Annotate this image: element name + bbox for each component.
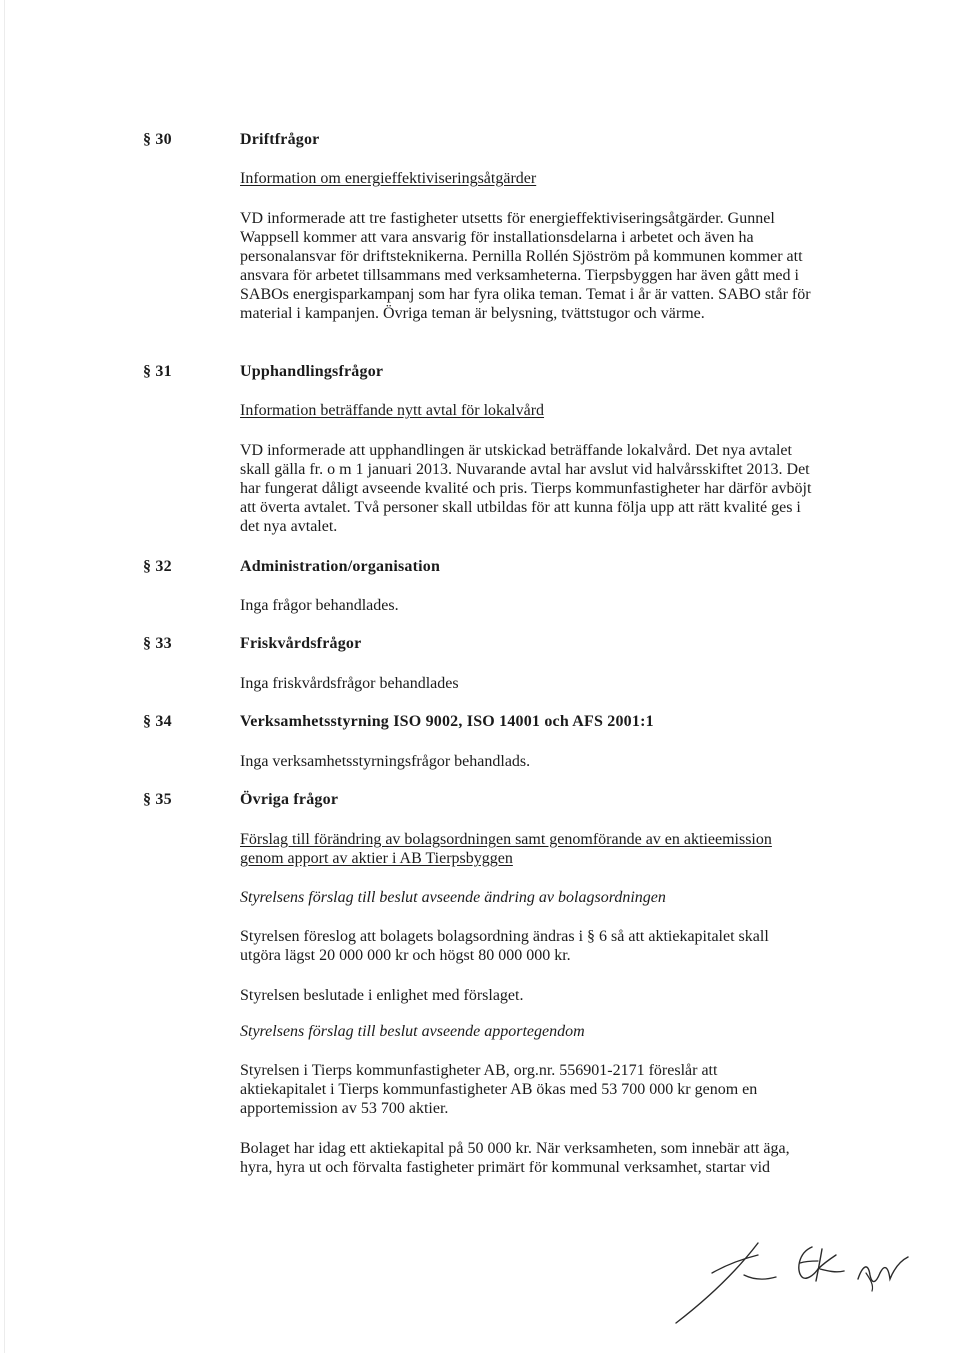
signature-initials <box>672 1225 922 1335</box>
paragraph-lokalvard-info: VD informerade att upphandlingen är utskickad beträffande lokalvård. Det nya avtalet skall gälla fr. o m 1 januari 2013. Nuvarande avtal har avslut vid halvårsskiftet 2013. Det har fungerat dåligt avseende kvalité och pris. Tierps kommunfastigheter har därför avböjt att överta avtalet. Två personer skall utbildas för att kunna följa upp att rätt kvalité ges i det nya avtalet. <box>240 442 812 535</box>
paragraph-bolagsordning-forslag: Styrelsen föreslog att bolagets bolagsordning ändras i § 6 så att aktiekapitalet skall utgöra lägst 20 000 000 kr och högst 80 000 000 kr. <box>240 928 769 964</box>
paragraph-energi-info: VD informerade att tre fastigheter utsetts för energieffektiviseringsåtgärder. Gunnel Wappsell kommer att vara ansvarig för installationsdelarna i arbetet och även ha personalansvar för driftsteknikerna. Pernilla Rollén Sjöström på kommunen kommer att ansvara för arbetet tillsammans med verksamheterna. Tierpsbyggen har även gått med i SABOs energisparkampanj som har fyra olika teman. Temat i år är vatten. SABO står för material i kampanjen. Övriga teman är belysning, tvättstugor och värme. <box>240 210 811 322</box>
section-subtitle-bolagsordning: Förslag till förändring av bolagsordningen samt genomförande av en aktieemission genom apport av aktier i AB Tierpsbyggen <box>240 831 772 867</box>
section-number-30: § 30 <box>143 131 172 148</box>
section-title-driftfragor: Driftfrågor <box>240 131 320 148</box>
section-number-35: § 35 <box>143 791 172 808</box>
section-title-upphandlingsfragor: Upphandlingsfrågor <box>240 363 384 380</box>
paragraph-aktiekapital: Bolaget har idag ett aktiekapital på 50 000 kr. När verksamheten, som innebär att äga, hyra, hyra ut och förvalta fastigheter primärt för kommunal verksamhet, startar vid <box>240 1140 790 1176</box>
paragraph-beslut: Styrelsen beslutade i enlighet med förslaget. <box>240 987 524 1004</box>
section-number-32: § 32 <box>143 558 172 575</box>
paragraph-verksamhet-none: Inga verksamhetsstyrningsfrågor behandlads. <box>240 753 531 770</box>
section-number-33: § 33 <box>143 635 172 652</box>
italic-heading-apportegendom: Styrelsens förslag till beslut avseende apportegendom <box>240 1023 585 1040</box>
paragraph-friskvard-none: Inga friskvårdsfrågor behandlades <box>240 675 459 692</box>
section-subtitle-energieffektivisering: Information om energieffektiviseringsåtgärder <box>240 170 537 187</box>
section-subtitle-lokalvard: Information beträffande nytt avtal för lokalvård <box>240 402 545 419</box>
italic-heading-bolagsordning: Styrelsens förslag till beslut avseende ändring av bolagsordningen <box>240 889 666 906</box>
paragraph-apportemission: Styrelsen i Tierps kommunfastigheter AB, org.nr. 556901-2171 föreslår att aktiekapitalet i Tierps kommunfastigheter AB ökas med 53 700 000 kr genom en apportemission av 53 700 aktier. <box>240 1062 758 1117</box>
section-title-friskvardsfragor: Friskvårdsfrågor <box>240 635 362 652</box>
section-title-ovriga-fragor: Övriga frågor <box>240 791 339 808</box>
paragraph-admin-none: Inga frågor behandlades. <box>240 597 399 614</box>
section-title-administration: Administration/organisation <box>240 558 441 575</box>
scan-edge-line <box>4 0 5 1353</box>
section-title-verksamhetsstyrning: Verksamhetsstyrning ISO 9002, ISO 14001 och AFS 2001:1 <box>240 713 654 730</box>
section-number-31: § 31 <box>143 363 172 380</box>
section-number-34: § 34 <box>143 713 172 730</box>
